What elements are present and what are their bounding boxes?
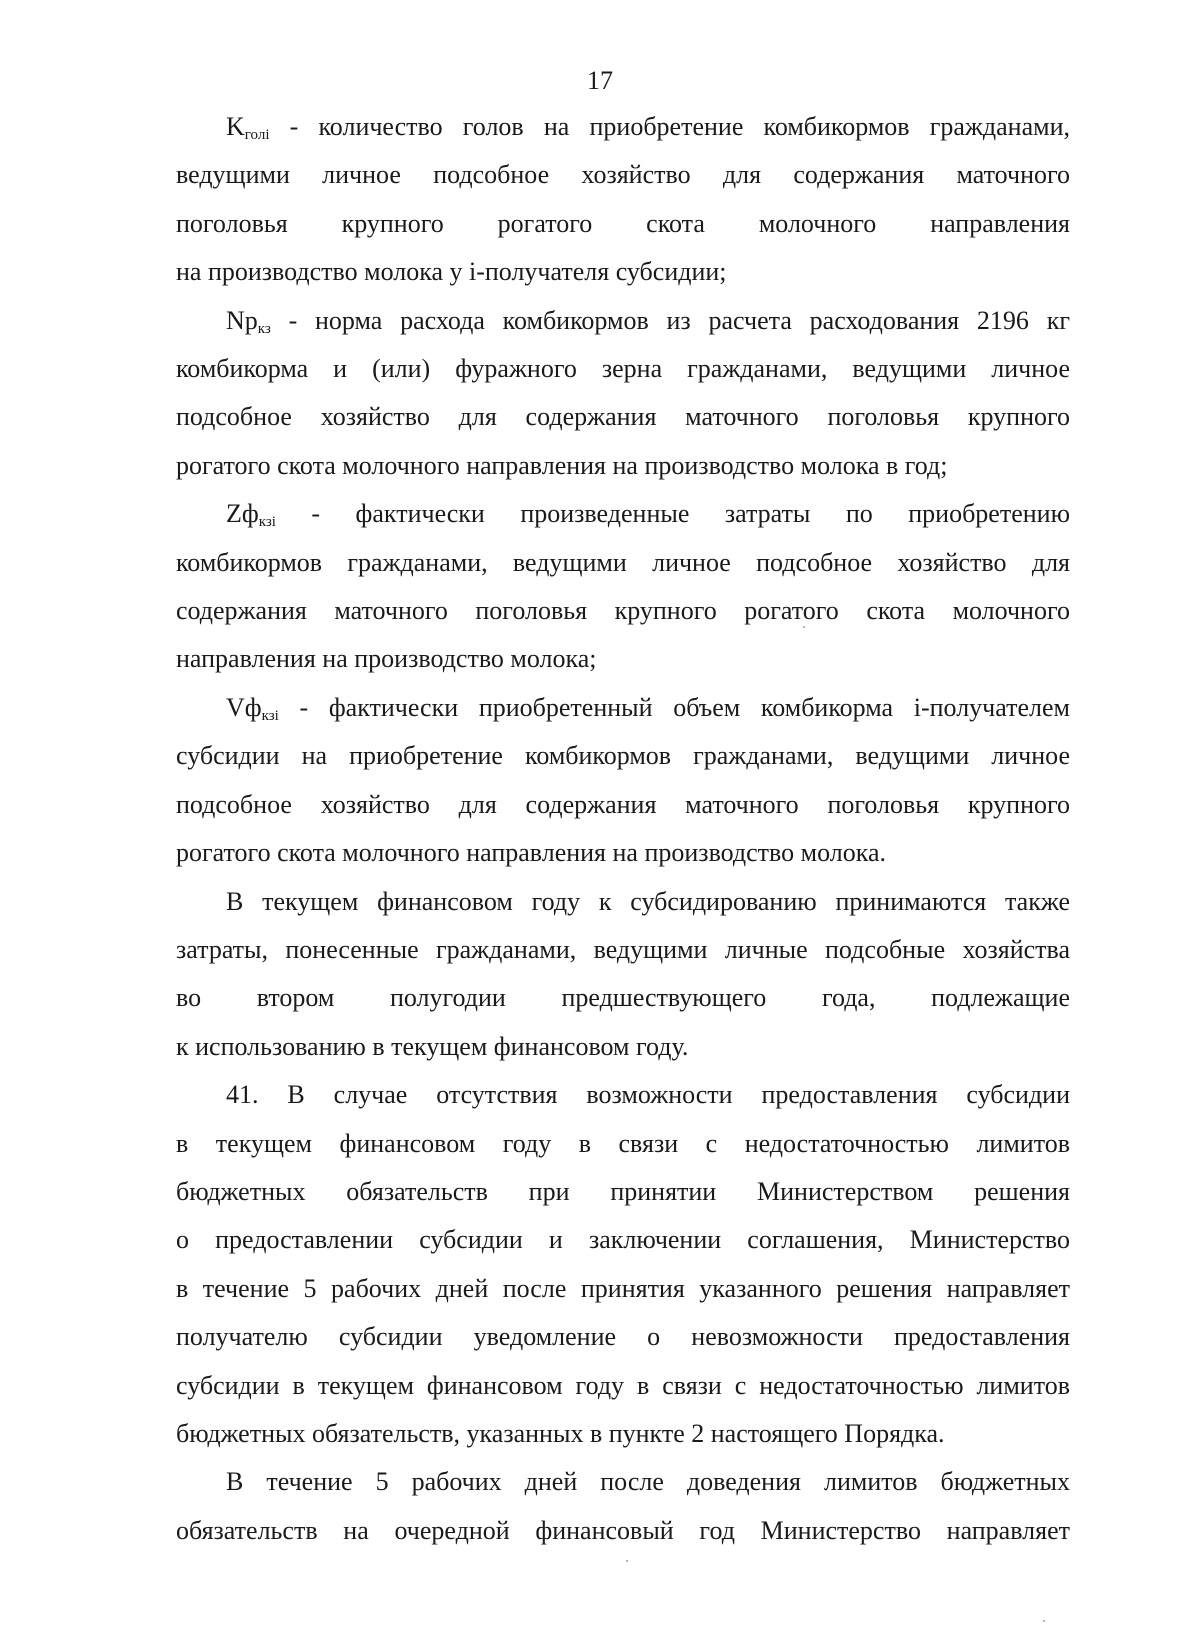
text-line bbox=[176, 1120, 1070, 1168]
text-line bbox=[176, 829, 1070, 877]
text-line bbox=[176, 1410, 1070, 1458]
line-text: В текущем финансовом году к субсидированию принимаются также bbox=[226, 886, 1070, 916]
line-text: - фактически произведенные затраты по приобретению bbox=[275, 499, 1070, 529]
line-text: комбикормов гражданами, ведущими личное подсобное хозяйство для bbox=[176, 547, 1070, 577]
line-text: В течение 5 рабочих дней после доведения лимитов бюджетных bbox=[226, 1467, 1070, 1497]
line-text: рогатого скота молочного направления на производство молока. bbox=[176, 838, 887, 868]
line-text: к использованию в текущем финансовом году. bbox=[176, 1031, 689, 1061]
formula-symbol: Np bbox=[226, 305, 258, 335]
text-line bbox=[176, 1458, 1070, 1506]
line-text: подсобное хозяйство для содержания маточного поголовья крупного bbox=[176, 402, 1070, 432]
document-body bbox=[176, 103, 1070, 1555]
text-line bbox=[176, 1507, 1070, 1555]
line-text: получателю субсидии уведомление о невозможности предоставления bbox=[176, 1322, 1070, 1352]
text-line bbox=[176, 539, 1070, 587]
text-line bbox=[176, 1265, 1070, 1313]
line-text: субсидии в текущем финансовом году в связи с недостаточностью лимитов bbox=[176, 1370, 1070, 1400]
text-line bbox=[176, 926, 1070, 974]
line-text: подсобное хозяйство для содержания маточного поголовья крупного bbox=[176, 789, 1070, 819]
text-line bbox=[176, 878, 1070, 926]
text-line bbox=[176, 974, 1070, 1022]
text-line bbox=[176, 248, 1070, 296]
line-text: рогатого скота молочного направления на производство молока в год; bbox=[176, 450, 948, 480]
scan-speck bbox=[803, 626, 805, 628]
line-text: бюджетных обязательств, указанных в пункте 2 настоящего Порядка. bbox=[176, 1418, 945, 1448]
line-text: содержания маточного поголовья крупного рогатого скота молочного bbox=[176, 596, 1070, 626]
line-text: бюджетных обязательств при принятии Министерством решения bbox=[176, 1176, 1070, 1206]
text-line bbox=[176, 1216, 1070, 1264]
text-line bbox=[176, 393, 1070, 441]
text-line bbox=[176, 200, 1070, 248]
line-text: затраты, понесенные гражданами, ведущими личные подсобные хозяйства bbox=[176, 934, 1070, 964]
line-text: обязательств на очередной финансовый год Министерство направляет bbox=[176, 1515, 1070, 1545]
line-text: направления на производство молока; bbox=[176, 644, 597, 674]
formula-subscript: кз bbox=[257, 320, 271, 337]
text-line bbox=[176, 732, 1070, 780]
text-line bbox=[176, 1362, 1070, 1410]
text-line bbox=[176, 297, 1070, 345]
scan-speck bbox=[1043, 1620, 1045, 1622]
formula-subscript: кзі bbox=[261, 707, 279, 724]
formula-symbol: K bbox=[226, 112, 245, 141]
line-text: в течение 5 рабочих дней после принятия указанного решения направляет bbox=[176, 1273, 1070, 1303]
line-text: - количество голов на приобретение комбикормов гражданами, bbox=[269, 112, 1070, 141]
text-line bbox=[176, 635, 1070, 683]
line-text: - фактически приобретенный объем комбикорма і-получателем bbox=[278, 692, 1070, 722]
line-text: - норма расхода комбикормов из расчета расходования 2196 кг bbox=[270, 305, 1070, 335]
formula-subscript: голі bbox=[244, 127, 270, 143]
page-number: 17 bbox=[587, 66, 613, 95]
text-line bbox=[176, 587, 1070, 635]
text-line bbox=[176, 1023, 1070, 1071]
text-line bbox=[176, 684, 1070, 732]
line-text: на производство молока у i-получателя субсидии; bbox=[176, 257, 727, 287]
formula-subscript: кзі bbox=[258, 514, 276, 531]
line-text: о предоставлении субсидии и заключении соглашения, Министерство bbox=[176, 1225, 1070, 1255]
line-text: в текущем финансовом году в связи с недостаточностью лимитов bbox=[176, 1128, 1070, 1158]
text-line bbox=[176, 490, 1070, 538]
text-line bbox=[176, 1313, 1070, 1361]
text-line bbox=[176, 781, 1070, 829]
text-line bbox=[176, 1071, 1070, 1119]
line-text: во втором полугодии предшествующего года, подлежащие bbox=[176, 983, 1070, 1013]
text-line bbox=[176, 103, 1070, 151]
line-text: субсидии на приобретение комбикормов гражданами, ведущими личное bbox=[176, 741, 1070, 771]
line-text: 41. В случае отсутствия возможности предоставления субсидии bbox=[226, 1080, 1070, 1110]
text-line bbox=[176, 345, 1070, 393]
line-text: ведущими личное подсобное хозяйство для содержания маточного bbox=[176, 160, 1070, 190]
text-line bbox=[176, 1168, 1070, 1216]
formula-symbol: Vф bbox=[226, 692, 262, 722]
text-line bbox=[176, 151, 1070, 199]
line-text: комбикорма и (или) фуражного зерна гражданами, ведущими личное bbox=[176, 354, 1070, 384]
formula-symbol: Zф bbox=[226, 499, 259, 529]
text-line bbox=[176, 442, 1070, 490]
scan-speck bbox=[626, 1560, 628, 1562]
line-text: поголовья крупного рогатого скота молочного направления bbox=[176, 208, 1070, 238]
